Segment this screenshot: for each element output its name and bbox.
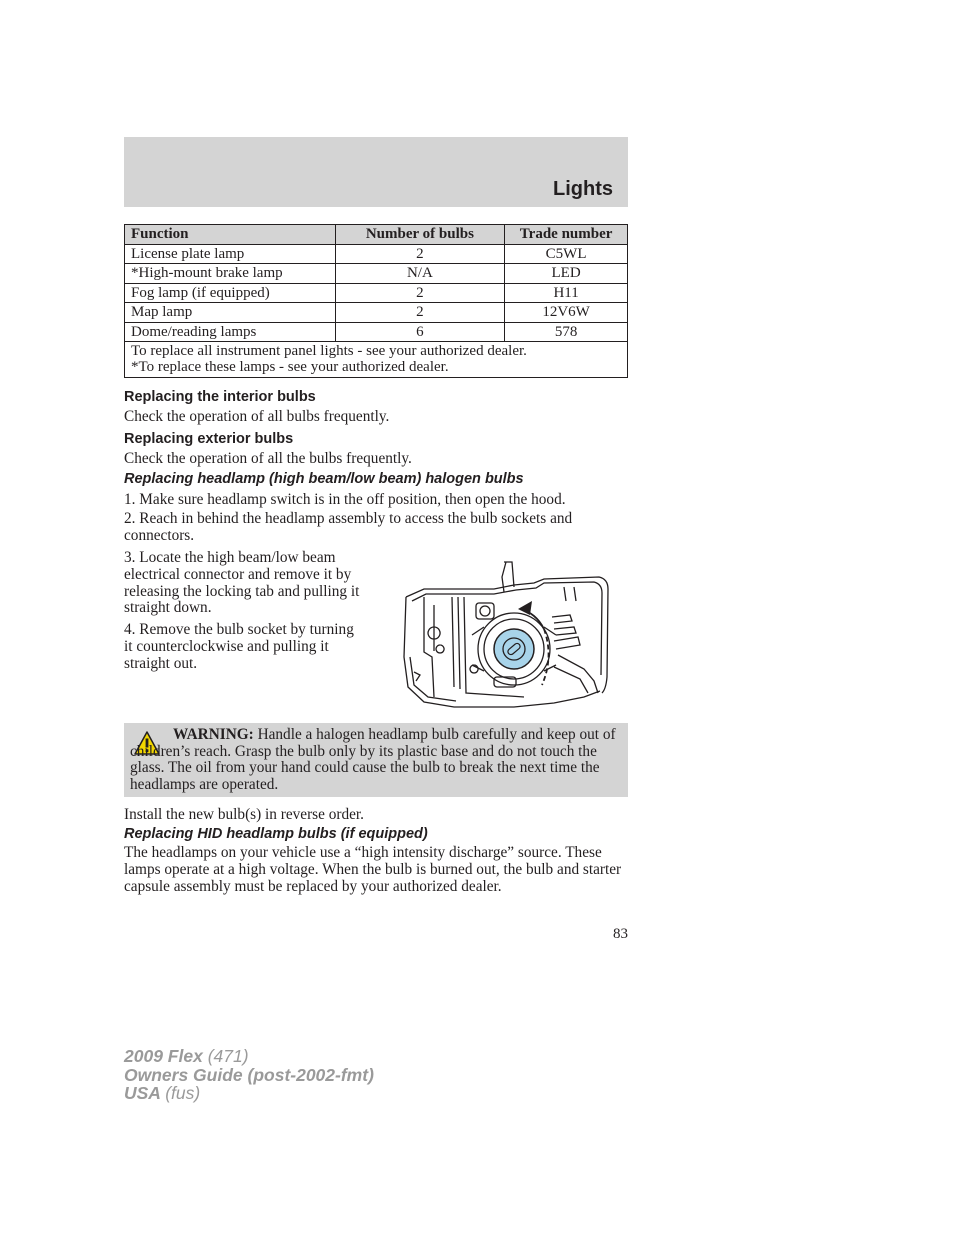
table-row bbox=[125, 244, 628, 264]
column-header: Trade number bbox=[505, 225, 628, 245]
section-title: Lights bbox=[553, 178, 613, 200]
table-header-row bbox=[125, 225, 628, 245]
table-cell: License plate lamp bbox=[125, 244, 336, 264]
table-row bbox=[125, 303, 628, 323]
table-cell: C5WL bbox=[505, 244, 628, 264]
footer-market-code: (fus) bbox=[165, 1083, 201, 1104]
halogen-step-2: 2. Reach in behind the headlamp assembly to access the bulb sockets and connectors. bbox=[124, 510, 573, 544]
bulb-table bbox=[124, 224, 628, 378]
table-note-row bbox=[125, 342, 628, 378]
halogen-step-3: 3. Locate the high beam/low beam electrical connector and remove it by releasing the locking tab and pulling it straight down. bbox=[124, 549, 360, 617]
warning-label: WARNING: bbox=[173, 726, 254, 743]
footer-model-code: (471) bbox=[207, 1046, 249, 1066]
table-cell: Map lamp bbox=[125, 303, 336, 323]
halogen-heading: Replacing headlamp (high beam/low beam) halogen bulbs bbox=[124, 471, 524, 487]
table-cell: Fog lamp (if equipped) bbox=[125, 283, 336, 303]
table-cell: 2 bbox=[335, 283, 505, 303]
table-note bbox=[125, 342, 628, 378]
headlamp-assembly-illustration bbox=[394, 557, 616, 714]
section-header bbox=[124, 137, 628, 207]
table-cell: *High-mount brake lamp bbox=[125, 264, 336, 284]
halogen-step-1: 1. Make sure headlamp switch is in the off position, then open the hood. bbox=[124, 491, 566, 508]
table-cell: 2 bbox=[335, 303, 505, 323]
table-note-line: To replace all instrument panel lights - see your authorized dealer. bbox=[131, 343, 527, 359]
table-cell: 6 bbox=[335, 322, 505, 342]
column-header: Number of bulbs bbox=[335, 225, 505, 245]
footer-market: USA bbox=[124, 1083, 161, 1104]
table-row bbox=[125, 322, 628, 342]
warning-body: Handle a halogen headlamp bulb carefully and keep out of children’s reach. Grasp the bulb only by its plastic base and do not touch the glass. The oil from your hand could cause the bulb to break the next time the headlamps are operated. bbox=[130, 726, 616, 793]
footer-line-3 bbox=[124, 1084, 374, 1103]
hid-heading: Replacing HID headlamp bulbs (if equipped) bbox=[124, 826, 428, 842]
table-cell: 2 bbox=[335, 244, 505, 264]
table-row bbox=[125, 283, 628, 303]
column-header: Function bbox=[125, 225, 336, 245]
table-row bbox=[125, 264, 628, 284]
footer-line-2: Owners Guide (post-2002-fmt) bbox=[124, 1064, 374, 1085]
footer-line-1 bbox=[124, 1047, 374, 1066]
table-cell: LED bbox=[505, 264, 628, 284]
table-cell: Dome/reading lamps bbox=[125, 322, 336, 342]
warning-text bbox=[130, 727, 618, 793]
table-cell: 12V6W bbox=[505, 303, 628, 323]
exterior-text: Check the operation of all the bulbs frequently. bbox=[124, 450, 412, 467]
interior-heading: Replacing the interior bulbs bbox=[124, 389, 316, 405]
footer-model: 2009 Flex bbox=[124, 1046, 203, 1066]
table-cell: H11 bbox=[505, 283, 628, 303]
install-text: Install the new bulb(s) in reverse order. bbox=[124, 806, 364, 823]
table-cell: 578 bbox=[505, 322, 628, 342]
table-note-line: *To replace these lamps - see your authorized dealer. bbox=[131, 358, 449, 375]
exterior-heading: Replacing exterior bulbs bbox=[124, 431, 294, 447]
table-cell: N/A bbox=[335, 264, 505, 284]
hid-text: The headlamps on your vehicle use a “high intensity discharge” source. These lamps operate at a high voltage. When the bulb is burned out, the bulb and starter capsule assembly must be replaced by your authorized dealer. bbox=[124, 844, 622, 895]
halogen-step-4: 4. Remove the bulb socket by turning it counterclockwise and pulling it straight out. bbox=[124, 621, 354, 672]
warning-box bbox=[124, 723, 628, 797]
document-footer bbox=[124, 1047, 374, 1103]
interior-text: Check the operation of all bulbs frequently. bbox=[124, 408, 390, 425]
page-number: 83 bbox=[613, 926, 628, 942]
